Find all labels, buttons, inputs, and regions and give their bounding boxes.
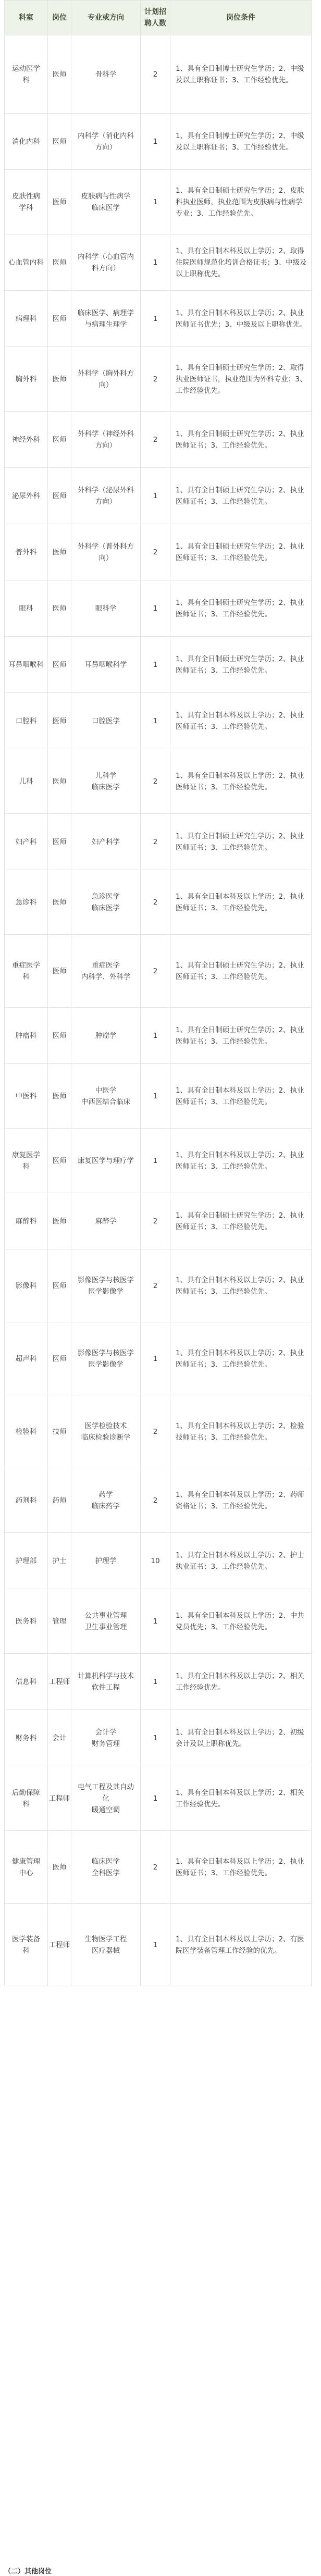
dept-cell: 重症医学 科 [5,935,48,1008]
major-cell: 皮肤病与性病学 临床医学 [71,170,141,234]
position-cell: 医师 [48,1322,71,1395]
table-row [5,291,312,347]
position-cell: 工程师 [48,1654,71,1710]
count-cell: 2 [141,1249,170,1322]
major-cell: 外科学（泌尿外科方向） [71,468,141,524]
dept-cell: 医学装备 科 [5,1904,48,1986]
major-cell: 康复医学与理疗学 [71,1129,141,1193]
requirements-cell: 1、具有全日制本科及以上学历；2、执业医师证书；3、工作经验优先。 [170,1831,312,1904]
dept-cell: 后勤保障 科 [5,1766,48,1831]
major-cell: 公共事业管理 卫生事业管理 [71,1589,141,1654]
major-cell: 骨科学 [71,35,141,114]
major-cell: 重症医学 内科学、外科学 [71,935,141,1008]
count-cell: 2 [141,870,170,935]
requirements-cell: 1、具有全日制硕士研究生学历；2、执业医师证书；3、工作经验优先。 [170,814,312,870]
dept-cell: 急诊科 [5,870,48,935]
count-cell: 1 [141,1904,170,1986]
table-row [5,347,312,412]
table-row [5,524,312,580]
table-row [5,234,312,291]
dept-cell: 健康管理 中心 [5,1831,48,1904]
major-cell: 临床医学、病理学与病理生理学 [71,291,141,347]
major-cell: 计算机科学与技术 软件工程 [71,1654,141,1710]
table-row [5,1064,312,1129]
section-footer-heading: （二）其他岗位 [4,2568,52,2575]
major-cell: 儿科学 临床医学 [71,749,141,814]
requirements-cell: 1、具有全日制本科及以上学历；2、取得住院医师规范化培训合格证书；3、中级及以上职称优先。 [170,234,312,291]
count-cell: 1 [141,468,170,524]
position-cell: 管理 [48,1589,71,1654]
requirements-cell: 1、具有全日制硕士研究生学历；2、执业医师证书；3、工作经验优先。 [170,524,312,580]
position-cell: 技师 [48,1395,71,1468]
major-cell: 药学 临床药学 [71,1468,141,1533]
dept-cell: 妇产科 [5,814,48,870]
position-cell: 医师 [48,234,71,291]
count-cell: 1 [141,1766,170,1831]
header-major: 专业或方向 [71,1,141,35]
table-row [5,1129,312,1193]
table-body [5,35,312,1986]
dept-cell: 神经外科 [5,412,48,468]
position-cell: 医师 [48,693,71,749]
position-cell: 护士 [48,1533,71,1589]
major-cell: 护理学 [71,1533,141,1589]
position-cell: 医师 [48,1064,71,1129]
major-cell: 耳鼻咽喉科学 [71,637,141,693]
table-row [5,1710,312,1766]
major-cell: 中医学 中西医结合临床 [71,1064,141,1129]
requirements-cell: 1、具有全日制硕士研究生学历；2、执业医师证书；3、工作经验优先。 [170,935,312,1008]
dept-cell: 胸外科 [5,347,48,412]
count-cell: 1 [141,291,170,347]
requirements-cell: 1、具有全日制本科及以上学历；2、执业医师证书；3、工作经验优先。 [170,870,312,935]
table-row [5,935,312,1008]
count-cell: 2 [141,1395,170,1468]
dept-cell: 财务科 [5,1710,48,1766]
major-cell: 内科学（消化内科方向） [71,114,141,170]
count-cell: 2 [141,935,170,1008]
position-cell: 医师 [48,291,71,347]
table-row [5,749,312,814]
table-row [5,1533,312,1589]
position-cell: 医师 [48,637,71,693]
table-row [5,1654,312,1710]
requirements-cell: 1、具有全日制本科及以上学历；2、执业医师证书；3、工作经验优先。 [170,749,312,814]
count-cell: 2 [141,1468,170,1533]
position-cell: 医师 [48,524,71,580]
table-row [5,1766,312,1831]
dept-cell: 眼科 [5,580,48,637]
table-row [5,1395,312,1468]
dept-cell: 检验科 [5,1395,48,1468]
position-cell: 医师 [48,170,71,234]
count-cell: 2 [141,1193,170,1249]
requirements-cell: 1、具有全日制硕士研究生学历；2、皮肤科执业医师，执业范围为皮肤病与性病学专业；3、工作经验优先。 [170,170,312,234]
count-cell: 1 [141,693,170,749]
count-cell: 1 [141,1008,170,1064]
dept-cell: 药剂科 [5,1468,48,1533]
table-row [5,1589,312,1654]
requirements-cell: 1、具有全日制硕士研究生学历；2、执业医师证书；3、工作经验优先。 [170,580,312,637]
major-cell: 妇产科学 [71,814,141,870]
header-dept: 科室 [5,1,48,35]
dept-cell: 超声科 [5,1322,48,1395]
requirements-cell: 1、具有全日制本科及以上学历；2、执业医师证书；3、工作经验优先。 [170,1322,312,1395]
dept-cell: 儿科 [5,749,48,814]
header-position: 岗位 [48,1,71,35]
major-cell: 眼科学 [71,580,141,637]
requirements-cell: 1、具有全日制本科及以上学历；2、执业医师证书；3、工作经验优先。 [170,1249,312,1322]
requirements-cell: 1、具有全日制本科及以上学历；2、中共党员优先；3、工作经验优先。 [170,1589,312,1654]
position-cell: 药师 [48,1468,71,1533]
position-cell: 医师 [48,1193,71,1249]
requirements-cell: 1、具有全日制本科及以上学历；2、执业医师证书；3、工作经验优先。 [170,1129,312,1193]
dept-cell: 肿瘤科 [5,1008,48,1064]
count-cell: 2 [141,814,170,870]
table-row [5,1193,312,1249]
table-row [5,114,312,170]
dept-cell: 影像科 [5,1249,48,1322]
count-cell: 1 [141,234,170,291]
dept-cell: 泌尿外科 [5,468,48,524]
count-cell: 10 [141,1533,170,1589]
dept-cell: 病理科 [5,291,48,347]
count-cell: 1 [141,637,170,693]
major-cell: 临床医学 全科医学 [71,1831,141,1904]
count-cell: 1 [141,1589,170,1654]
dept-cell: 康复医学 科 [5,1129,48,1193]
position-cell: 医师 [48,580,71,637]
dept-cell: 口腔科 [5,693,48,749]
requirements-cell: 1、具有全日制博士研究生学历；2、中级及以上职称证书；3、工作经验优先。 [170,35,312,114]
major-cell: 医学检验技术 临床检验诊断学 [71,1395,141,1468]
requirements-cell: 1、具有全日制本科及以上学历；2、相关工作经验优先。 [170,1654,312,1710]
count-cell: 1 [141,1129,170,1193]
major-cell: 内科学（心血管内科方向） [71,234,141,291]
major-cell: 急诊医学 临床医学 [71,870,141,935]
table-row [5,1468,312,1533]
position-cell: 医师 [48,35,71,114]
position-cell: 工程师 [48,1766,71,1831]
position-cell: 医师 [48,870,71,935]
position-cell: 医师 [48,468,71,524]
count-cell: 2 [141,412,170,468]
major-cell: 肿瘤学 [71,1008,141,1064]
major-cell: 麻醉学 [71,1193,141,1249]
requirements-cell: 1、具有全日制本科及以上学历；2、初级会计及以上职称优先。 [170,1710,312,1766]
requirements-cell: 1、具有全日制博士研究生学历；2、中级及以上职称证书；3、工作经验优先。 [170,114,312,170]
count-cell: 1 [141,1064,170,1129]
position-cell: 医师 [48,935,71,1008]
table-row [5,1008,312,1064]
table-row [5,1322,312,1395]
table-row [5,1904,312,1986]
requirements-cell: 1、具有全日制本科及以上学历；2、药师资格证书；3、工作经验优先。 [170,1468,312,1533]
dept-cell: 耳鼻咽喉科 [5,637,48,693]
major-cell: 影像医学与核医学 医学影像学 [71,1322,141,1395]
table-row [5,170,312,234]
requirements-cell: 1、具有全日制本科及以上学历；2、相关工作经验优先。 [170,1766,312,1831]
table-row [5,468,312,524]
dept-cell: 医务科 [5,1589,48,1654]
count-cell: 2 [141,347,170,412]
requirements-cell: 1、具有全日制硕士研究生学历；2、执业医师证书；3、工作经验优先。 [170,412,312,468]
header-requirements: 岗位条件 [170,1,312,35]
major-cell: 口腔医学 [71,693,141,749]
dept-cell: 运动医学 科 [5,35,48,114]
table-row [5,580,312,637]
position-cell: 会计 [48,1710,71,1766]
header-count: 计划招 聘人数 [141,1,170,35]
position-cell: 医师 [48,114,71,170]
table-row [5,35,312,114]
count-cell: 1 [141,1322,170,1395]
major-cell: 外科学（胸外科方向） [71,347,141,412]
count-cell: 2 [141,1831,170,1904]
table-row [5,1249,312,1322]
major-cell: 生物医学工程 医疗器械 [71,1904,141,1986]
position-cell: 医师 [48,749,71,814]
dept-cell: 中医科 [5,1064,48,1129]
table-row [5,1831,312,1904]
count-cell: 1 [141,1654,170,1710]
position-cell: 医师 [48,1831,71,1904]
count-cell: 1 [141,580,170,637]
requirements-cell: 1、具有全日制本科及以上学历；2、执业医师证书；3、工作经验优先。 [170,693,312,749]
position-cell: 医师 [48,412,71,468]
position-cell: 医师 [48,1129,71,1193]
position-cell: 工程师 [48,1904,71,1986]
position-cell: 医师 [48,1249,71,1322]
count-cell: 1 [141,1710,170,1766]
dept-cell: 护理部 [5,1533,48,1589]
table-header-row [5,1,312,35]
recruitment-table-sheet [4,0,311,1986]
requirements-cell: 1、具有全日制本科及以上学历；2、执业医师证书；3、工作经验优先。 [170,1064,312,1129]
table-row [5,870,312,935]
requirements-cell: 1、具有全日制硕士研究生学历；2、执业医师证书；3、工作经验优先。 [170,1008,312,1064]
major-cell: 影像医学与核医学 医学影像学 [71,1249,141,1322]
count-cell: 2 [141,524,170,580]
requirements-cell: 1、具有全日制硕士研究生学历；2、取得执业医师证书，执业范围为外科专业；3、工作经验优先。 [170,347,312,412]
table-row [5,814,312,870]
requirements-cell: 1、具有全日制本科及以上学历；2、检验技师证书；3、工作经验优先。 [170,1395,312,1468]
dept-cell: 心血管内科 [5,234,48,291]
requirements-cell: 1、具有全日制本科及以上学历；2、有医院医学装备管理工作经验的优先。 [170,1904,312,1986]
position-cell: 医师 [48,1008,71,1064]
dept-cell: 麻醉科 [5,1193,48,1249]
table-row [5,693,312,749]
position-cell: 医师 [48,347,71,412]
dept-cell: 消化内科 [5,114,48,170]
table-row [5,637,312,693]
dept-cell: 普外科 [5,524,48,580]
major-cell: 会计学 财务管理 [71,1710,141,1766]
requirements-cell: 1、具有全日制本科及以上学历；2、护士执业证书；3、工作经验优先。 [170,1533,312,1589]
count-cell: 2 [141,749,170,814]
requirements-cell: 1、具有全日制硕士研究生学历；2、执业医师证书；3、工作经验优先。 [170,468,312,524]
count-cell: 2 [141,35,170,114]
major-cell: 外科学（神经外科方向） [71,412,141,468]
count-cell: 1 [141,170,170,234]
recruitment-table [4,0,312,1986]
requirements-cell: 1、具有全日制本科及以上学历；2、执业医师证书优先；3、中级及以上职称优先。 [170,291,312,347]
table-row [5,412,312,468]
count-cell: 1 [141,114,170,170]
dept-cell: 皮肤性病 学科 [5,170,48,234]
major-cell: 外科学（普外科方向） [71,524,141,580]
requirements-cell: 1、具有全日制硕士研究生学历；2、执业医师证书；3、工作经验优先。 [170,637,312,693]
position-cell: 医师 [48,814,71,870]
dept-cell: 信息科 [5,1654,48,1710]
requirements-cell: 1、具有全日制硕士研究生学历；2、执业医师证书；3、工作经验优先。 [170,1193,312,1249]
major-cell: 电气工程及其自动化 暖通空调 [71,1766,141,1831]
